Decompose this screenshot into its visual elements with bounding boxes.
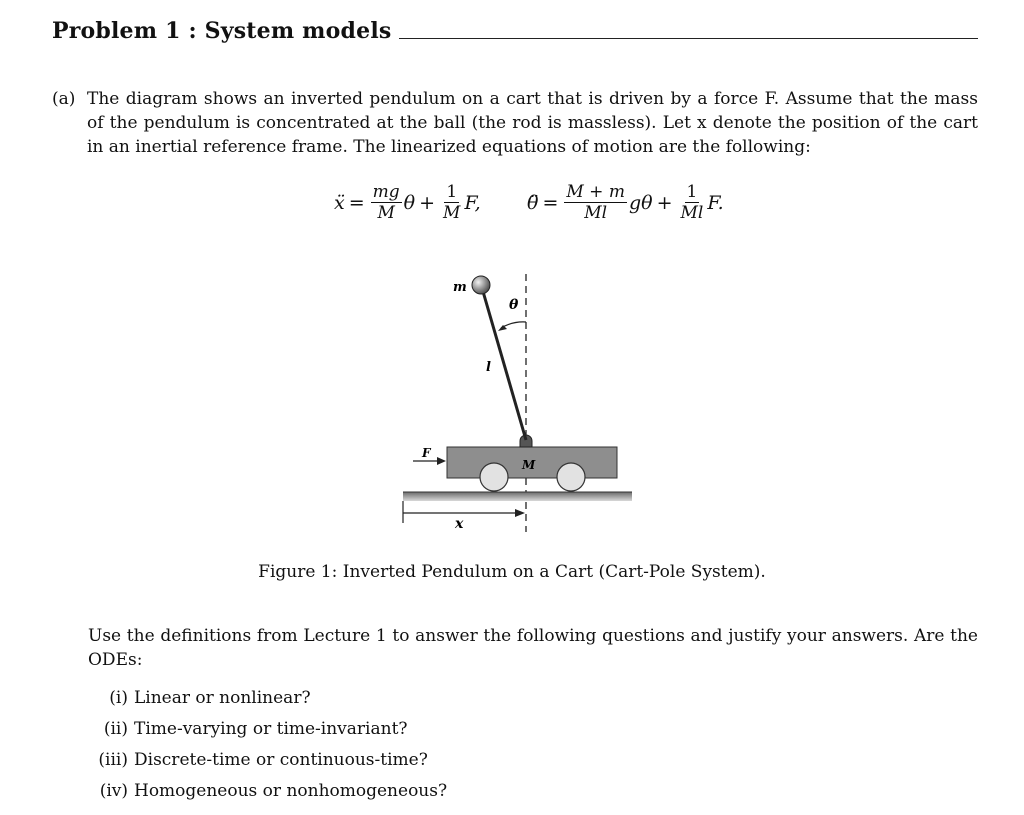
eq1-term-2: F, [464,191,481,214]
question-number: (iii) [98,750,128,770]
problem-title: Problem 1 : System models [52,18,392,44]
eq2-fraction-2 [679,182,706,223]
eq2-equals: = [542,191,559,214]
eq1-f2-den: M [443,203,461,223]
instructions-text: Use the definitions from Lecture 1 to answer the following questions and justify your answers. Are the ODEs: [88,626,978,670]
cart-wheel-right [557,463,585,491]
question-text: Discrete-time or continuous-time? [134,750,428,770]
eq2-fraction-1 [564,182,627,223]
eq1-f1-den: M [377,203,395,223]
cart-pole-diagram [395,270,640,540]
eq2-lhs: θ̈ [527,191,539,214]
question-text: Time-varying or time-invariant? [134,719,408,739]
question-item [88,748,688,779]
cart-pole-figure [395,270,640,540]
question-number: (i) [109,688,128,708]
part-a-label: (a) [52,89,76,109]
eq1-f2-num: 1 [446,182,458,202]
label-rod-length: l [486,360,491,375]
label-cart-mass: M [522,458,536,472]
figure-caption: Figure 1: Inverted Pendulum on a Cart (Cart-Pole System). [258,562,766,582]
label-position: x [455,516,464,532]
eq2-f1-den: Ml [584,203,608,223]
question-number: (ii) [103,719,128,739]
question-number: (iv) [99,781,128,801]
eq2-term-1: gθ [628,191,653,214]
equation-cart [334,182,481,223]
label-force: F [422,446,431,460]
eq1-f1-num: mg [372,182,400,202]
eq2-f1-num: M + m [566,182,625,202]
eq2-plus: + [656,191,673,214]
question-text: Homogeneous or nonhomogeneous? [134,781,448,801]
ground [403,492,632,501]
label-mass-ball: m [453,280,467,295]
position-arrowhead [515,509,525,517]
part-a-text: The diagram shows an inverted pendulum on a cart that is driven by a force F. Assume that the mass of the pendulum is concentrated at the ball (the rod is massless). Let x denote the position of the cart in an inertial reference frame. The linearized equations of motion are the following: [87,89,978,157]
cart-wheel-left [480,463,508,491]
eq1-lhs: ẍ [334,191,345,214]
eq1-plus: + [419,191,436,214]
eq1-fraction-1 [371,182,402,223]
eq2-f2-den: Ml [680,203,704,223]
problem-heading [52,14,978,44]
eq2-term-2: F. [707,191,724,214]
question-item [88,686,688,717]
eq2-f2-num: 1 [686,182,698,202]
heading-rule [399,38,978,39]
question-list [88,686,688,810]
question-item [88,717,688,748]
force-arrowhead [437,457,446,465]
eq1-fraction-2 [441,182,462,223]
equation-pendulum [527,182,724,223]
label-angle: θ [509,297,519,313]
question-item [88,779,688,810]
question-text: Linear or nonlinear? [134,688,311,708]
eq1-equals: = [348,191,365,214]
equations-row [0,182,1024,242]
eq1-term-1: θ [403,191,416,214]
pendulum-ball [472,276,490,294]
